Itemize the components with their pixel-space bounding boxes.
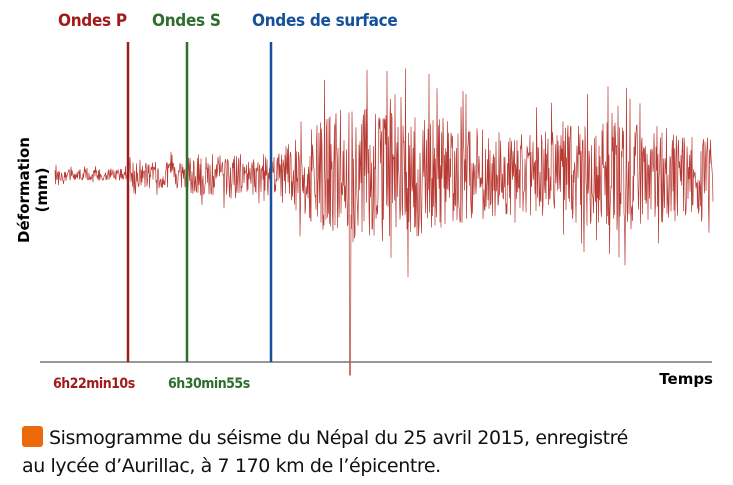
x-axis-label: Temps [659,370,713,388]
p-wave-label: Ondes P [58,11,127,31]
s-wave-label: Ondes S [152,11,221,31]
caption-line2: au lycée d’Aurillac, à 7 170 km de l’épicentre. [22,455,441,477]
y-axis-label: Déformation (mm) [15,137,51,243]
caption-line1: Sismogramme du séisme du Népal du 25 avril 2015, enregistré [49,427,628,449]
caption [22,424,628,480]
p-time-label: 6h22min10s [53,376,135,392]
s-time-label: 6h30min55s [168,376,250,392]
surface-wave-label: Ondes de surface [252,11,398,31]
seismogram-trace [55,68,713,375]
caption-marker [22,426,43,447]
